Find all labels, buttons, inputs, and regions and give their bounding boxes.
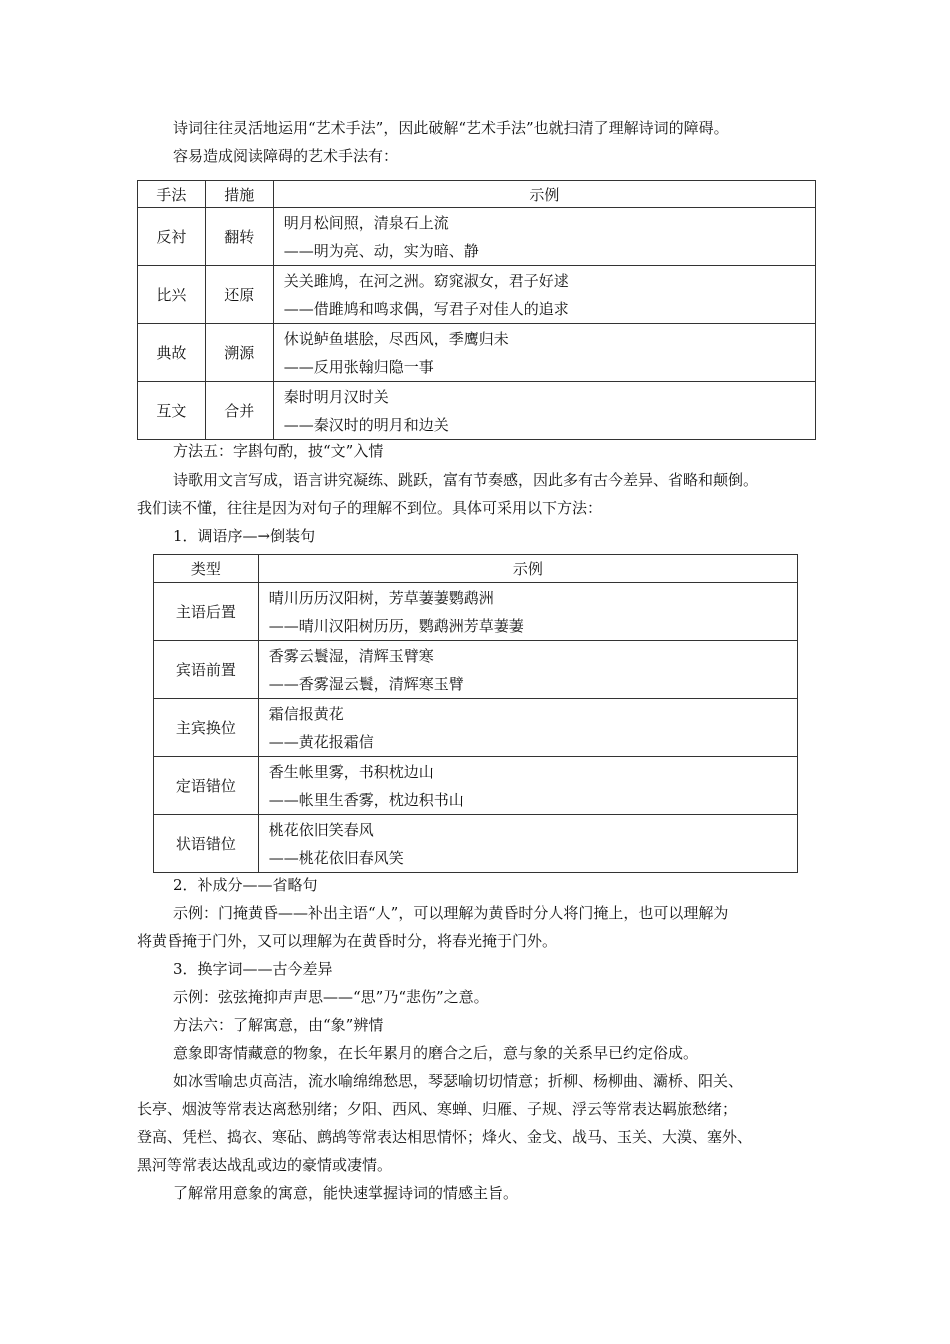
measure-cell: 还原: [205, 266, 273, 324]
subsection-1-title: 1．调语序—→倒装句: [173, 527, 316, 545]
example-verse: 桃花依旧笑春风: [268, 820, 374, 839]
method-cell: 比兴: [138, 266, 206, 324]
example-cell: [273, 208, 815, 266]
example-verse: 关关雎鸠，在河之洲。窈窕淑女，君子好逑: [283, 271, 569, 290]
method5-title: 方法五：字斟句酌，披“文”入情: [173, 442, 384, 460]
type-cell: 主宾换位: [154, 699, 259, 757]
example-explanation: ——香雾湿云鬟，清辉寒玉臂: [268, 674, 464, 693]
table-row: [138, 324, 816, 382]
example-cell: [273, 324, 815, 382]
example-verse: 明月松间照，清泉石上流: [283, 213, 449, 232]
subsection-3-example: 示例：弦弦掩抑声声思——“思”乃“悲伤”之意。: [173, 988, 489, 1006]
table-row: [154, 757, 798, 815]
type-cell: 宾语前置: [154, 641, 259, 699]
example-verse: 香生帐里雾，书积枕边山: [268, 762, 434, 781]
header-example: 示例: [273, 181, 815, 208]
table-row: [138, 266, 816, 324]
table-row: [154, 815, 798, 873]
example-verse: 霜信报黄花: [268, 704, 344, 723]
table-row: [138, 208, 816, 266]
table-header-row: [138, 181, 816, 208]
art-techniques-table: [137, 180, 816, 440]
method-cell: 互文: [138, 382, 206, 440]
table-row: [154, 583, 798, 641]
example-explanation: ——明为亮、动，实为暗、静: [283, 241, 479, 260]
example-explanation: ——桃花依旧春风笑: [268, 848, 404, 867]
method5-paragraph-line-1: 诗歌用文言写成，语言讲究凝练、跳跃，富有节奏感，因此多有古今差异、省略和颠倒。: [173, 471, 759, 489]
example-verse: 秦时明月汉时关: [283, 387, 389, 406]
example-cell: [258, 583, 797, 641]
example-verse: 香雾云鬟湿，清辉玉臂寒: [268, 646, 434, 665]
example-cell: [258, 757, 797, 815]
example-explanation: ——秦汉时的明月和边关: [283, 415, 449, 434]
header-measure: 措施: [205, 181, 273, 208]
method5-paragraph-line-2: 我们读不懂，往往是因为对句子的理解不到位。具体可采用以下方法：: [137, 499, 603, 517]
method6-paragraph-2-line-4: 黑河等常表达战乱或边的豪情或凄情。: [137, 1156, 393, 1174]
subsection-2-title: 2．补成分——省略句: [173, 876, 318, 894]
type-cell: 定语错位: [154, 757, 259, 815]
example-explanation: ——反用张翰归隐一事: [283, 357, 434, 376]
method-cell: 反衬: [138, 208, 206, 266]
method6-paragraph-2-line-1: 如冰雪喻忠贞高洁，流水喻绵绵愁思，琴瑟喻切切情意；折柳、杨柳曲、灞桥、阳关、: [173, 1072, 744, 1090]
type-cell: 状语错位: [154, 815, 259, 873]
method6-paragraph-1: 意象即寄情藏意的物象，在长年累月的磨合之后，意与象的关系早已约定俗成。: [173, 1044, 699, 1062]
header-method: 手法: [138, 181, 206, 208]
example-explanation: ——借雎鸠和鸣求偶，写君子对佳人的追求: [283, 299, 569, 318]
table-header-row: [154, 555, 798, 583]
header-type: 类型: [154, 555, 259, 583]
example-explanation: ——晴川汉阳树历历，鹦鹉洲芳草萋萋: [268, 616, 524, 635]
method-cell: 典故: [138, 324, 206, 382]
example-explanation: ——帐里生香雾，枕边积书山: [268, 790, 464, 809]
type-cell: 主语后置: [154, 583, 259, 641]
measure-cell: 合并: [205, 382, 273, 440]
example-cell: [258, 641, 797, 699]
method6-paragraph-2-line-2: 长亭、烟波等常表达离愁别绪；夕阳、西风、寒蝉、归雁、子规、浮云等常表达羁旅愁绪；: [137, 1100, 738, 1118]
inversion-types-table: [153, 554, 798, 873]
measure-cell: 溯源: [205, 324, 273, 382]
subsection-3-title: 3．换字词——古今差异: [173, 960, 333, 978]
example-cell: [273, 382, 815, 440]
table-row: [154, 641, 798, 699]
example-cell: [258, 699, 797, 757]
method6-paragraph-3: 了解常用意象的寓意，能快速掌握诗词的情感主旨。: [173, 1184, 519, 1202]
method6-paragraph-2-line-3: 登高、凭栏、捣衣、寒砧、鹧鸪等常表达相思情怀；烽火、金戈、战马、玉关、大漠、塞外、: [137, 1128, 753, 1146]
table-row: [138, 382, 816, 440]
example-cell: [258, 815, 797, 873]
table-row: [154, 699, 798, 757]
intro-line-2: 容易造成阅读障碍的艺术手法有：: [173, 147, 399, 165]
example-cell: [273, 266, 815, 324]
example-verse: 休说鲈鱼堪脍，尽西风，季鹰归未: [283, 329, 509, 348]
example-explanation: ——黄花报霜信: [268, 732, 374, 751]
example-verse: 晴川历历汉阳树，芳草萋萋鹦鹉洲: [268, 588, 494, 607]
subsection-2-example-line-2: 将黄昏掩于门外，又可以理解为在黄昏时分，将春光掩于门外。: [137, 932, 558, 950]
method6-title: 方法六：了解寓意，由“象”辨情: [173, 1016, 384, 1034]
measure-cell: 翻转: [205, 208, 273, 266]
intro-line-1: 诗词往往灵活地运用“艺术手法”，因此破解“艺术手法”也就扫清了理解诗词的障碍。: [173, 119, 729, 137]
header-example: 示例: [258, 555, 797, 583]
subsection-2-example-line-1: 示例：门掩黄昏——补出主语“人”，可以理解为黄昏时分人将门掩上，也可以理解为: [173, 904, 729, 922]
